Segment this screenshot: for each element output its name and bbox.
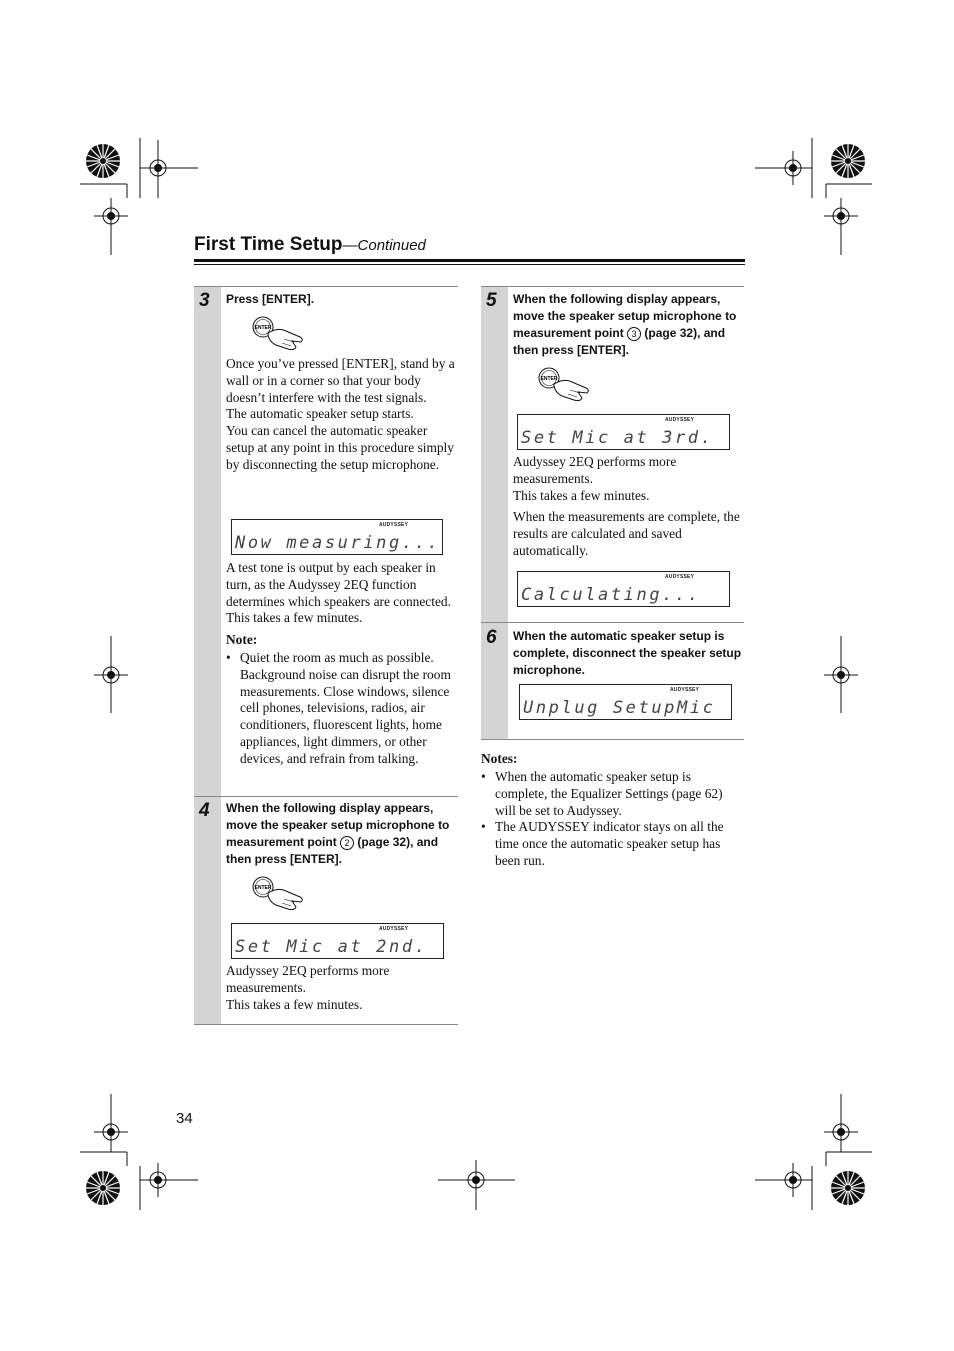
step-6-top-rule <box>481 622 744 623</box>
page-title-continued: —Continued <box>342 237 426 254</box>
step-3-top-rule <box>194 286 458 287</box>
step-5-body-2: This takes a few minutes. <box>513 487 650 503</box>
enter-button-label: ENTER <box>540 376 558 382</box>
step-5-body-1: Audyssey 2EQ performs more measurements. <box>513 454 677 486</box>
step-4-number: 4 <box>199 800 210 821</box>
step-6-number: 6 <box>486 627 497 648</box>
enter-button-label: ENTER <box>254 325 272 331</box>
step-4-bar <box>194 797 221 1024</box>
notes-list <box>481 769 744 870</box>
step-3-body-4: A test tone is output by each speaker in turn, as the Audyssey 2EQ function determines which speakers are connected. This takes a few minutes. <box>226 560 451 626</box>
step-5-top-rule <box>481 286 744 287</box>
step-4-text <box>226 963 458 1013</box>
page-number: 34 <box>176 1110 193 1127</box>
page-header <box>194 234 746 256</box>
audyssey-indicator: AUDYSSEY <box>379 926 409 932</box>
lcd-text: Unplug SetupMic <box>523 698 716 718</box>
lcd-text: Calculating... <box>521 585 701 605</box>
lcd-text: Now measuring... <box>235 533 441 553</box>
enter-button-press-icon <box>250 315 310 353</box>
measurement-point-2: 2 <box>340 836 354 850</box>
lcd-display-now-measuring <box>231 519 443 555</box>
step-3-bar <box>194 287 221 796</box>
lcd-text: Set Mic at 2nd. <box>235 937 428 957</box>
step-3-body-3: You can cancel the automatic speaker setup at any point in this procedure simply by disconnecting the setup microphone. <box>226 423 454 472</box>
measurement-point-3: 3 <box>627 327 641 341</box>
step-5-instruction <box>513 291 743 359</box>
audyssey-indicator: AUDYSSEY <box>665 417 695 423</box>
step-4-instruction-b: (page 32), and then press [ENTER]. <box>226 835 439 866</box>
step-4-top-rule <box>194 796 458 797</box>
header-rule-thin <box>194 264 745 265</box>
enter-button-label: ENTER <box>254 885 272 891</box>
step-3-note-item: • Quiet the room as much as possible. Background noise can disrupt the room measurements. Close windows, silence cell phones, televisions, radios, air conditioners, fluorescent lights, home appliances, light dimmers, or other devices, and refrain from talking. <box>226 650 458 768</box>
header-rule <box>194 259 745 262</box>
step-4-instruction-a: When the following display appears, move the speaker setup microphone to measurement point <box>226 801 450 849</box>
step-3-number: 3 <box>199 290 210 311</box>
notes-item: • When the automatic speaker setup is complete, the Equalizer Settings (page 62) will be set to Audyssey. <box>481 769 744 819</box>
step-3-note-list <box>226 650 458 768</box>
audyssey-indicator: AUDYSSEY <box>379 522 409 528</box>
step-4-body-1: Audyssey 2EQ performs more measurements. <box>226 963 390 995</box>
step-5-text <box>513 454 744 560</box>
step-3-note-heading: Note: <box>226 632 258 647</box>
step-5-instruction-b: (page 32), and then press [ENTER]. <box>513 326 726 357</box>
step-5-instruction-a: When the following display appears, move the speaker setup microphone to measurement point <box>513 292 737 340</box>
enter-button-press-icon <box>250 875 310 913</box>
notes-item: • The AUDYSSEY indicator stays on all the time once the automatic speaker setup has been run. <box>481 819 744 869</box>
step-3-instruction: Press [ENTER]. <box>226 292 315 306</box>
step-3-body-2: The automatic speaker setup starts. <box>226 406 414 422</box>
step-6-instruction: When the automatic speaker setup is complete, disconnect the speaker setup microphone. <box>513 629 742 677</box>
step-4-instruction <box>226 800 456 868</box>
page-title: First Time Setup <box>194 234 343 255</box>
enter-button-press-icon <box>536 366 596 404</box>
lcd-text: Set Mic at 3rd. <box>521 428 714 448</box>
lcd-display-set-mic-2nd <box>231 923 444 959</box>
step-5-body-3: When the measurements are complete, the results are calculated and saved automatically. <box>513 509 740 558</box>
step-5-bar <box>481 287 508 622</box>
audyssey-indicator: AUDYSSEY <box>665 574 695 580</box>
audyssey-indicator: AUDYSSEY <box>670 687 700 693</box>
lcd-display-calculating <box>517 571 730 607</box>
notes-heading: Notes: <box>481 751 518 766</box>
lcd-display-set-mic-3rd <box>517 414 730 450</box>
step-4-bottom-rule <box>194 1024 458 1025</box>
step-4-body-2: This takes a few minutes. <box>226 996 363 1012</box>
step-5-number: 5 <box>486 290 497 311</box>
step-3-body-1: Once you’ve pressed [ENTER], stand by a wall or in a corner so that your body doesn’t interfere with the test signals. <box>226 356 455 405</box>
lcd-display-unplug-setupmic <box>519 684 732 720</box>
step-3-text <box>226 356 458 474</box>
step-6-bottom-rule <box>481 739 744 740</box>
